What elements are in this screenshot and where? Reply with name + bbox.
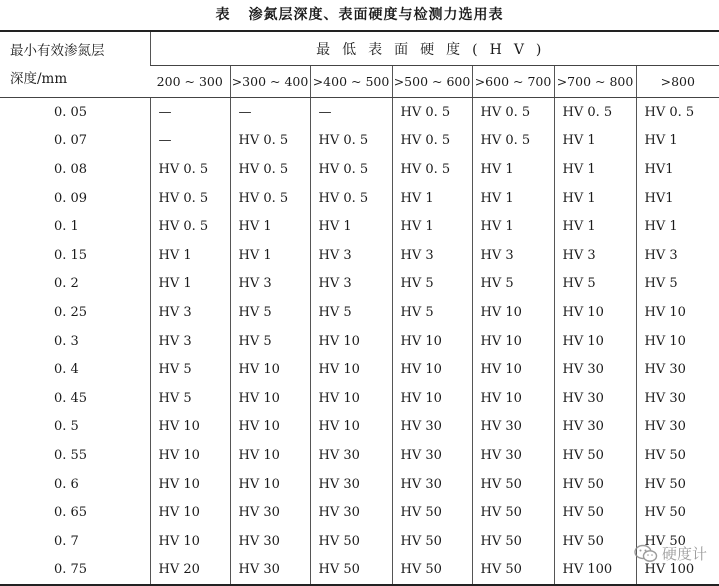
depth-cell: 0. 3 (54, 333, 79, 349)
load-cell: HV 5 (554, 270, 636, 299)
load-cell: HV 1 (554, 212, 636, 241)
load-cell: HV 50 (554, 498, 636, 527)
load-cell: HV 10 (150, 413, 230, 442)
load-cell: HV 10 (310, 413, 392, 442)
load-cell: HV 50 (636, 527, 719, 556)
load-cell: HV 10 (150, 527, 230, 556)
table-row (0, 241, 719, 270)
load-cell: HV 5 (392, 270, 472, 299)
watermark (634, 543, 707, 564)
load-cell: HV 10 (472, 327, 554, 356)
table-row (0, 127, 719, 156)
column-header: >700 ~ 800 (554, 66, 636, 98)
load-cell: HV 5 (230, 298, 310, 327)
load-cell: HV 0. 5 (310, 184, 392, 213)
depth-cell: 0. 05 (54, 104, 88, 120)
depth-cell: 0. 65 (54, 505, 88, 521)
load-cell: HV 10 (230, 441, 310, 470)
load-cell: HV 3 (150, 327, 230, 356)
load-cell: HV 50 (392, 527, 472, 556)
load-cell: HV 3 (554, 241, 636, 270)
load-cell: HV 10 (230, 384, 310, 413)
depth-cell: 0. 08 (54, 161, 88, 177)
load-cell: HV 1 (230, 212, 310, 241)
load-cell: HV 1 (554, 184, 636, 213)
table-row (0, 470, 719, 499)
load-cell: HV 3 (150, 298, 230, 327)
load-cell: HV 0. 5 (472, 127, 554, 156)
load-cell: HV 50 (472, 556, 554, 586)
load-cell: HV 10 (310, 384, 392, 413)
load-cell: HV 50 (472, 527, 554, 556)
load-cell: HV 0. 5 (392, 127, 472, 156)
watermark-text: 硬度计 (661, 545, 707, 563)
load-cell: HV 30 (310, 470, 392, 499)
load-cell: HV 1 (392, 184, 472, 213)
table-row (0, 355, 719, 384)
corner-header (0, 31, 150, 98)
table-title-text: 渗氮层深度、表面硬度与检测力选用表 (248, 7, 504, 23)
load-cell: — (310, 98, 392, 127)
load-cell: — (230, 98, 310, 127)
load-cell: HV 0. 5 (392, 98, 472, 127)
load-cell: HV 1 (230, 241, 310, 270)
table-row (0, 270, 719, 299)
load-cell: HV 50 (392, 556, 472, 586)
load-cell: HV 0. 5 (310, 127, 392, 156)
load-cell: HV 50 (636, 470, 719, 499)
load-cell: HV 1 (472, 184, 554, 213)
load-cell: HV 50 (636, 498, 719, 527)
load-cell: HV 3 (636, 241, 719, 270)
load-cell: HV 0. 5 (230, 155, 310, 184)
column-header: >600 ~ 700 (472, 66, 554, 98)
column-header: 200 ~ 300 (150, 66, 230, 98)
load-cell: HV 1 (636, 212, 719, 241)
load-cell: HV 50 (310, 527, 392, 556)
load-cell: HV 0. 5 (230, 184, 310, 213)
load-cell: HV 0. 5 (150, 212, 230, 241)
load-cell: HV 1 (392, 212, 472, 241)
load-cell: HV 30 (554, 413, 636, 442)
table-row (0, 498, 719, 527)
load-cell: HV 30 (554, 384, 636, 413)
load-cell: HV 50 (554, 527, 636, 556)
load-cell: HV 3 (392, 241, 472, 270)
table-row (0, 556, 719, 586)
load-cell: HV 10 (230, 355, 310, 384)
depth-cell: 0. 45 (54, 390, 88, 406)
load-cell: HV 20 (150, 556, 230, 586)
hardness-span-header: 最低表面硬度(HV) (150, 31, 719, 66)
depth-cell: 0. 5 (54, 419, 79, 435)
load-cell: HV 10 (230, 470, 310, 499)
load-cell: HV 50 (554, 441, 636, 470)
column-header: >500 ~ 600 (392, 66, 472, 98)
load-cell: HV 0. 5 (310, 155, 392, 184)
load-cell: HV 0. 5 (636, 98, 719, 127)
load-cell: HV 30 (230, 556, 310, 586)
depth-cell: 0. 4 (54, 362, 79, 378)
load-cell: HV 1 (472, 212, 554, 241)
table-row (0, 155, 719, 184)
load-cell: HV 100 (636, 556, 719, 586)
load-cell: HV 30 (636, 384, 719, 413)
load-cell: HV 5 (472, 270, 554, 299)
load-cell: HV 5 (310, 298, 392, 327)
load-cell: HV 0. 5 (392, 155, 472, 184)
table-row (0, 184, 719, 213)
load-cell: HV1 (636, 155, 719, 184)
load-cell: HV 50 (310, 556, 392, 586)
load-cell: HV 30 (472, 413, 554, 442)
load-cell: HV 1 (636, 127, 719, 156)
load-cell: HV 3 (230, 270, 310, 299)
hardness-table (0, 30, 719, 586)
load-cell: HV 10 (230, 413, 310, 442)
load-cell: HV 5 (150, 355, 230, 384)
load-cell: HV 0. 5 (150, 155, 230, 184)
load-cell: HV 0. 5 (554, 98, 636, 127)
table-row (0, 384, 719, 413)
load-cell: HV 0. 5 (150, 184, 230, 213)
load-cell: HV 10 (310, 355, 392, 384)
load-cell: HV 100 (554, 556, 636, 586)
table-row (0, 327, 719, 356)
load-cell: HV 50 (472, 470, 554, 499)
load-cell: HV 5 (392, 298, 472, 327)
load-cell: HV 1 (554, 155, 636, 184)
load-cell: HV 10 (636, 327, 719, 356)
load-cell: HV 10 (554, 298, 636, 327)
load-cell: HV 10 (636, 298, 719, 327)
load-cell: HV 30 (392, 441, 472, 470)
column-header: >400 ~ 500 (310, 66, 392, 98)
load-cell: HV 10 (392, 384, 472, 413)
load-cell: HV 10 (472, 355, 554, 384)
load-cell: HV 10 (150, 470, 230, 499)
load-cell: HV 30 (636, 355, 719, 384)
table-title-label: 表 (215, 7, 231, 23)
load-cell: HV 0. 5 (230, 127, 310, 156)
corner-header-line1: 最小有效渗氮层 (10, 42, 105, 59)
depth-cell: 0. 1 (54, 219, 79, 235)
depth-cell: 0. 25 (54, 304, 88, 320)
load-cell: HV 30 (310, 498, 392, 527)
load-cell: HV 30 (392, 470, 472, 499)
load-cell: HV 30 (392, 413, 472, 442)
load-cell: HV 50 (392, 498, 472, 527)
load-cell: HV 3 (310, 241, 392, 270)
load-cell: HV1 (636, 184, 719, 213)
load-cell: HV 1 (150, 241, 230, 270)
depth-cell: 0. 09 (54, 190, 88, 206)
depth-cell: 0. 2 (54, 276, 79, 292)
load-cell: HV 3 (310, 270, 392, 299)
load-cell: HV 0. 5 (472, 98, 554, 127)
load-cell: HV 10 (392, 355, 472, 384)
column-header: >800 (636, 66, 719, 98)
wechat-icon (634, 544, 658, 564)
load-cell: HV 10 (310, 327, 392, 356)
table-row (0, 298, 719, 327)
table-title (0, 4, 719, 24)
depth-cell: 0. 75 (0, 556, 150, 586)
load-cell: HV 30 (310, 441, 392, 470)
load-cell: HV 30 (554, 355, 636, 384)
load-cell: HV 50 (554, 470, 636, 499)
depth-cell: 0. 6 (54, 476, 79, 492)
load-cell: HV 10 (554, 327, 636, 356)
load-cell: HV 50 (472, 498, 554, 527)
column-header: >300 ~ 400 (230, 66, 310, 98)
load-cell: HV 1 (150, 270, 230, 299)
load-cell: — (150, 127, 230, 156)
load-cell: HV 5 (150, 384, 230, 413)
table-row (0, 527, 719, 556)
load-cell: HV 10 (150, 441, 230, 470)
depth-cell: 0. 55 (54, 447, 88, 463)
load-cell: HV 10 (472, 384, 554, 413)
depth-cell: 0. 7 (54, 533, 79, 549)
depth-cell: 0. 15 (54, 247, 88, 263)
table-row (0, 98, 719, 127)
load-cell: HV 1 (554, 127, 636, 156)
load-cell: HV 1 (310, 212, 392, 241)
corner-header-line2: 深度/mm (10, 70, 68, 87)
load-cell: HV 10 (150, 498, 230, 527)
load-cell: HV 1 (472, 155, 554, 184)
load-cell: HV 30 (472, 441, 554, 470)
load-cell: HV 10 (392, 327, 472, 356)
load-cell: HV 50 (636, 441, 719, 470)
table-row (0, 441, 719, 470)
load-cell: — (150, 98, 230, 127)
load-cell: HV 30 (636, 413, 719, 442)
load-cell: HV 3 (472, 241, 554, 270)
table-row (0, 212, 719, 241)
load-cell: HV 5 (230, 327, 310, 356)
load-cell: HV 10 (472, 298, 554, 327)
depth-cell: 0. 07 (54, 133, 88, 149)
table-row (0, 413, 719, 442)
load-cell: HV 30 (230, 527, 310, 556)
load-cell: HV 30 (230, 498, 310, 527)
load-cell: HV 5 (636, 270, 719, 299)
